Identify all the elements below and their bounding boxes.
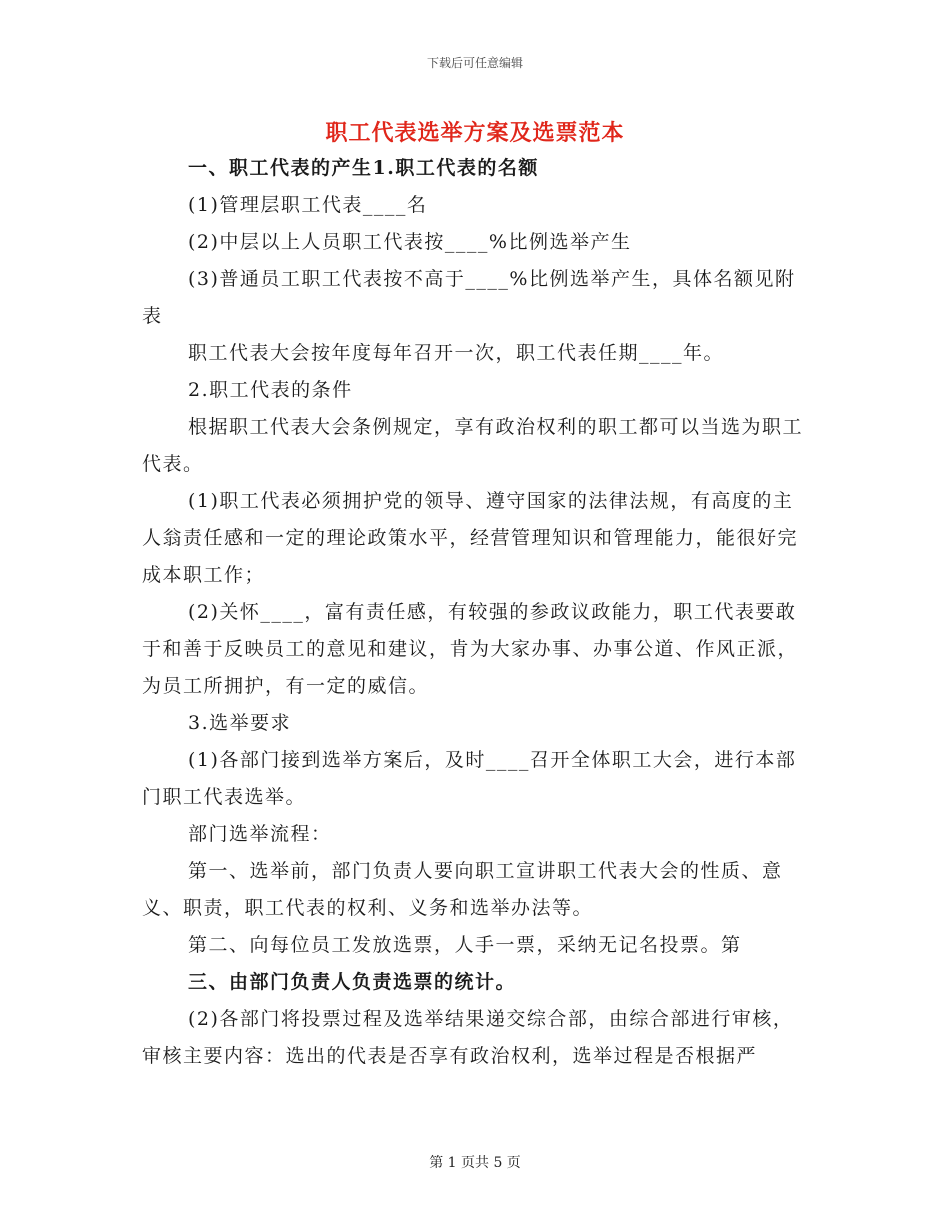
paragraph: 第一、选举前，部门负责人要向职工宣讲职工代表大会的性质、意义、职责，职工代表的权利、义务和选举办法等。 [142,860,783,919]
paragraph: (1)职工代表必须拥护党的领导、遵守国家的法律法规，有高度的主人翁责任感和一定的理论政策水平，经营管理知识和管理能力，能很好完成本职工作； [142,490,799,586]
document-body [142,150,812,1075]
paragraph: 根据职工代表大会条例规定，享有政治权利的职工都可以当选为职工代表。 [142,416,804,475]
section-heading-1: 一、职工代表的产生1.职工代表的名额 [188,157,539,179]
paragraph: (1)管理层职工代表____名 [188,194,428,216]
section-heading-3: 三、由部门负责人负责选票的统计。 [188,971,517,993]
paragraph: 职工代表大会按年度每年召开一次，职工代表任期____年。 [188,342,725,364]
page-header-note: 下载后可任意编辑 [426,56,523,70]
subsection-heading: 3.选举要求 [188,712,292,734]
paragraph: (3)普通员工职工代表按不高于____%比例选举产生，具体名额见附表 [142,268,796,327]
paragraph: 部门选举流程： [188,823,332,845]
paragraph: (2)各部门将投票过程及选举结果递交综合部，由综合部进行审核，审核主要内容：选出的代表是否享有政治权利，选举过程是否根据严 [142,1008,794,1067]
document-title: 职工代表选举方案及选票范本 [325,120,625,146]
paragraph: (1)各部门接到选举方案后，及时____召开全体职工大会，进行本部门职工代表选举。 [142,749,797,808]
paragraph: (2)关怀____，富有责任感，有较强的参政议政能力，职工代表要敢于和善于反映员工的意见和建议，肯为大家办事、办事公道、作风正派，为员工所拥护，有一定的威信。 [142,601,799,697]
paragraph: 第二、向每位员工发放选票，人手一票，采纳无记名投票。第 [188,934,742,956]
subsection-heading: 2.职工代表的条件 [188,379,353,401]
paragraph: (2)中层以上人员职工代表按____%比例选举产生 [188,231,632,253]
page-footer-number: 第 1 页共 5 页 [429,1155,521,1171]
